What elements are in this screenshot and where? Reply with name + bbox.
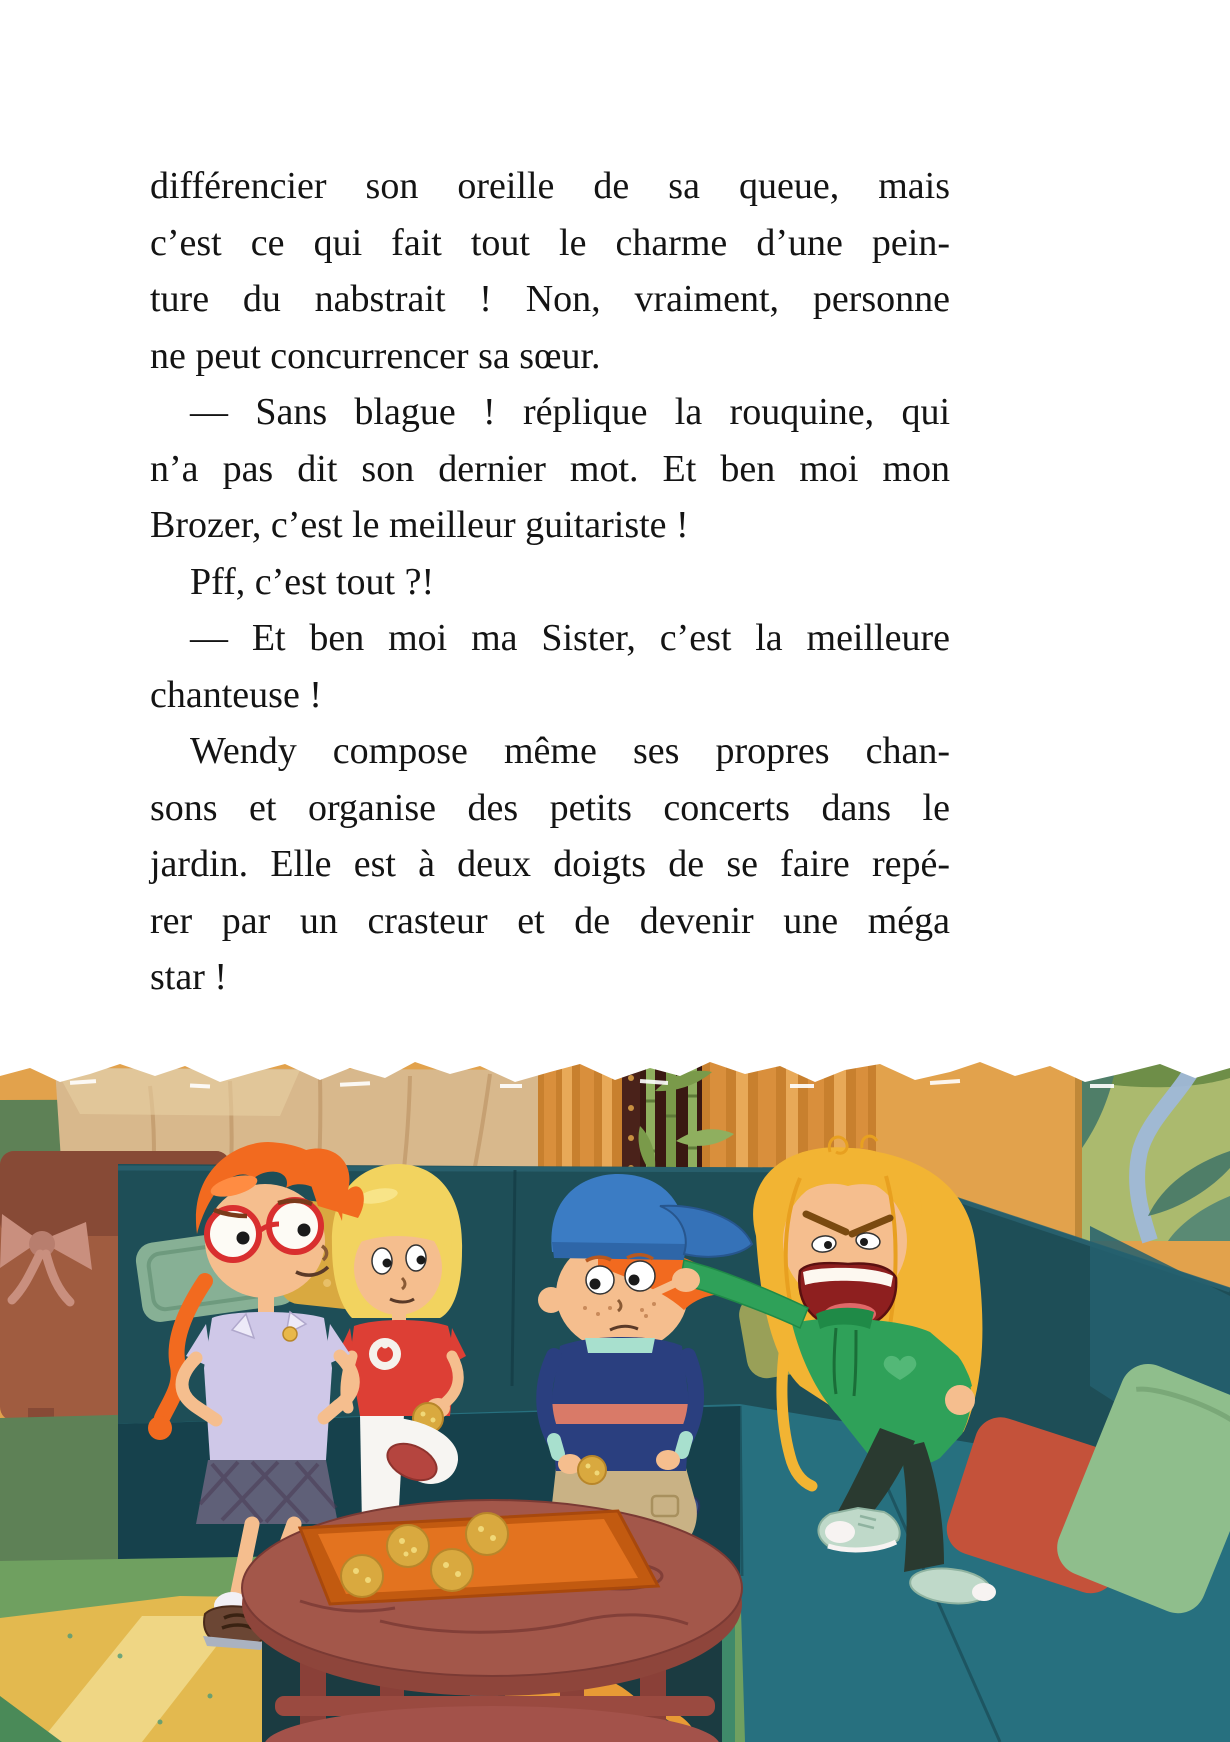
paragraph [150, 158, 950, 384]
text-line: c’est ce qui fait tout le charme d’une pein- [150, 221, 950, 264]
button [283, 1327, 297, 1341]
cookie-in-hand [578, 1456, 606, 1484]
paragraph [150, 610, 950, 723]
text-line: — Et ben moi ma Sister, c’est la meilleure [190, 617, 950, 659]
text-line: star ! [150, 956, 228, 998]
window-with-landscape [1075, 1056, 1230, 1241]
text-line: différencier son oreille de sa queue, mais [150, 165, 950, 207]
text-line: ture du nabstrait ! Non, vraiment, personne [150, 278, 950, 320]
text-line: rer par un crasteur et de devenir une méga [150, 899, 950, 942]
text-line: jardin. Elle est à deux doigts de se faire repé- [150, 843, 950, 885]
text-line: Pff, c’est tout ?! [190, 560, 435, 603]
mint-sneaker-front [818, 1508, 899, 1550]
shirt-logo [369, 1338, 401, 1370]
sweater-stripe [552, 1404, 690, 1424]
paragraph [150, 554, 950, 611]
text-line: ne peut concurrencer sa sœur. [150, 334, 601, 377]
fist [945, 1385, 975, 1415]
text-line: n’a pas dit son dernier mot. Et ben moi mon [150, 447, 950, 490]
text-line: — Sans blague ! réplique la rouquine, qui [190, 391, 950, 433]
story-text [150, 158, 950, 1006]
round-coffee-table [242, 1500, 742, 1742]
paragraph [150, 384, 950, 554]
text-line: sons et organise des petits concerts dans le [150, 786, 950, 829]
lavender-polo [204, 1312, 332, 1460]
paragraph [150, 723, 950, 1006]
text-line: chanteuse ! [150, 673, 322, 716]
text-line: Brozer, c’est le meilleur guitariste ! [150, 504, 689, 546]
orange-cookie-tray [300, 1511, 658, 1604]
illustration [0, 1056, 1230, 1742]
text-line: Wendy compose même ses propres chan- [190, 730, 950, 772]
